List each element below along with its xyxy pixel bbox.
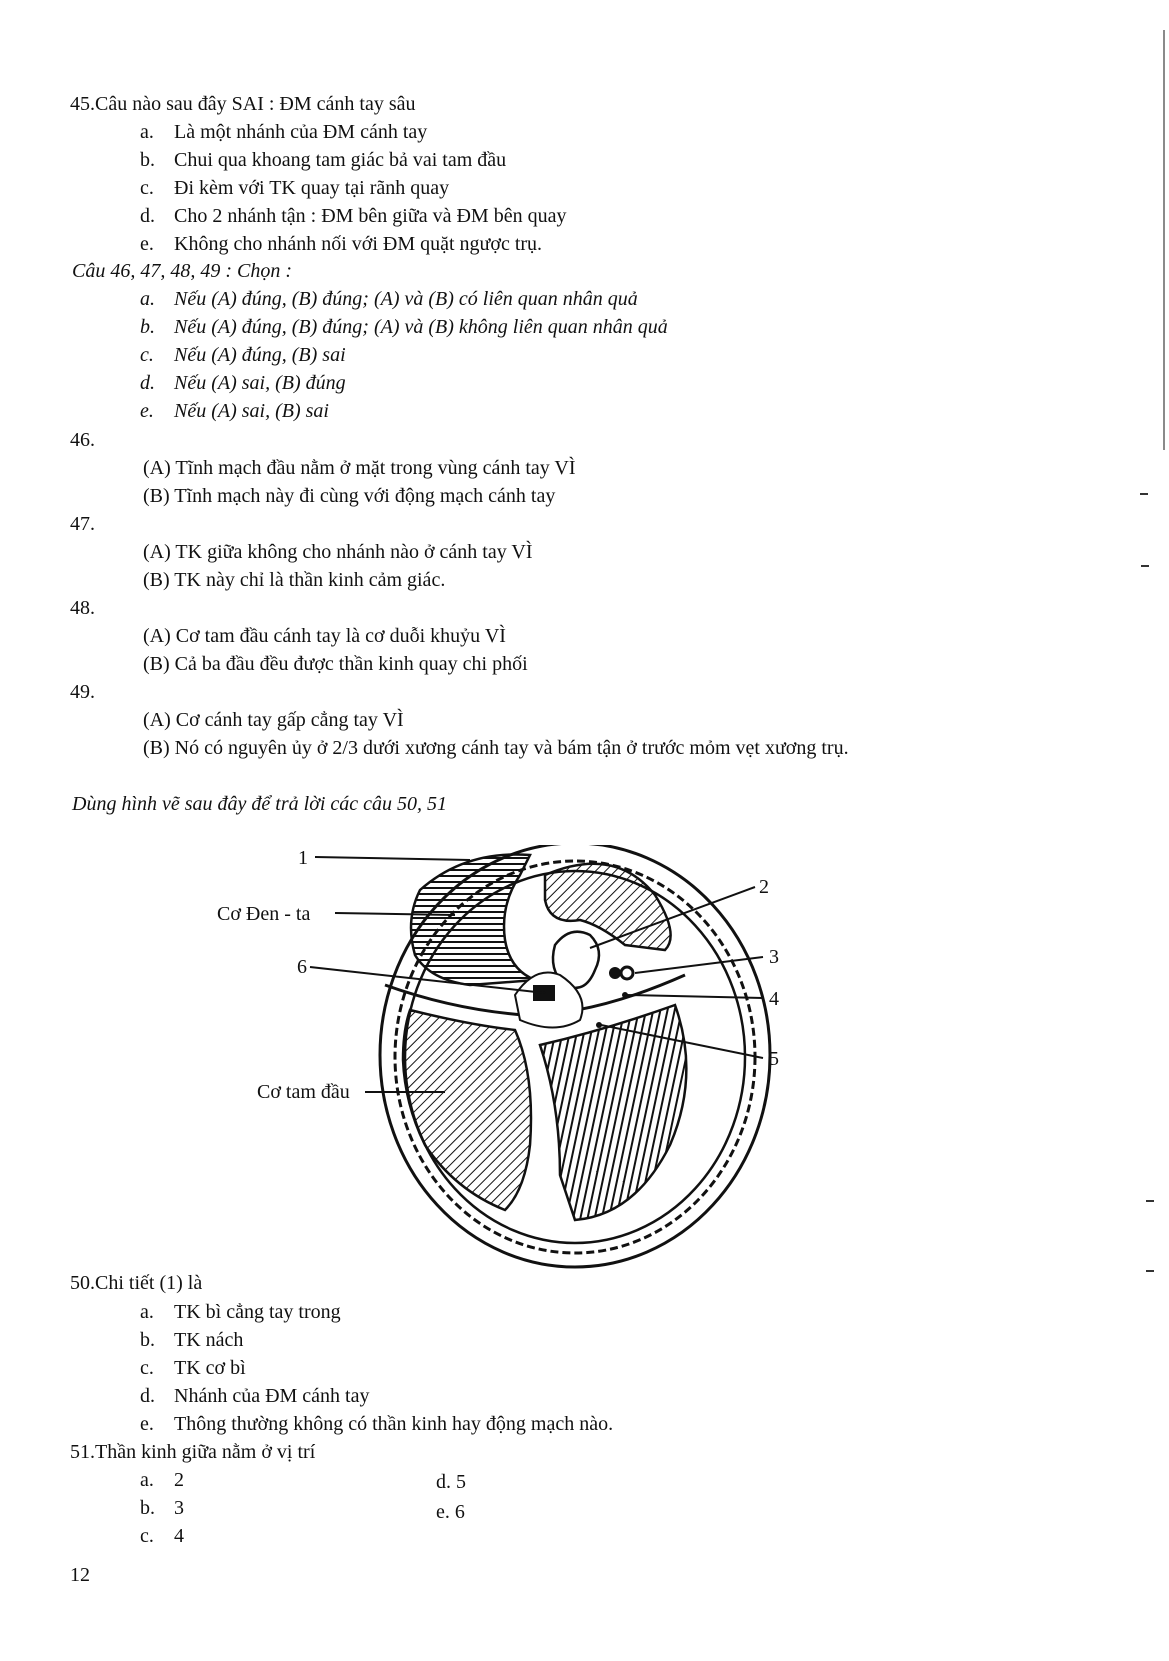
q51-option-b	[140, 1496, 184, 1520]
q46-number: 46.	[70, 429, 95, 451]
q51-option-a	[140, 1468, 184, 1492]
option-text: Chui qua khoang tam giác bả vai tam đầu	[174, 149, 507, 171]
option-text: Nếu (A) đúng, (B) đúng; (A) và (B) không liên quan nhân quả	[174, 316, 668, 338]
option-text: Đi kèm với TK quay tại rãnh quay	[174, 177, 450, 199]
vessel-3-mark	[609, 967, 621, 979]
q48-statement-b: (B) Cả ba đầu đều được thần kinh quay chi phối	[143, 653, 528, 675]
q50-option-b	[140, 1328, 243, 1352]
figure-label-6: 6	[297, 956, 307, 978]
q47-statement-a: (A) TK giữa không cho nhánh nào ở cánh tay VÌ	[143, 541, 533, 563]
q51-stem: 51.Thần kinh giữa nằm ở vị trí	[70, 1441, 316, 1463]
option-letter: a.	[140, 288, 155, 310]
q47-number: 47.	[70, 513, 95, 535]
option-letter: c.	[140, 344, 154, 366]
scan-edge	[1163, 30, 1165, 450]
q49-number: 49.	[70, 681, 95, 703]
q48-number: 48.	[70, 597, 95, 619]
scan-speck	[1140, 493, 1148, 495]
q50-option-c	[140, 1356, 246, 1380]
instruction-option-e	[140, 399, 329, 423]
q47-statement-b: (B) TK này chỉ là thần kinh cảm giác.	[143, 569, 446, 591]
option-text: 6	[454, 1501, 465, 1523]
scan-speck	[1146, 1270, 1154, 1272]
q46-statement-b: (B) Tĩnh mạch này đi cùng với động mạch cánh tay	[143, 485, 556, 507]
arm-cross-section-figure	[215, 845, 835, 1285]
instruction-stem: Câu 46, 47, 48, 49 : Chọn :	[72, 260, 292, 282]
option-text: Cho 2 nhánh tận : ĐM bên giữa và ĐM bên quay	[174, 205, 567, 227]
option-letter: b.	[140, 1329, 155, 1351]
option-text: TK bì cẳng tay trong	[174, 1301, 341, 1323]
option-letter: a.	[140, 121, 154, 143]
q48-statement-a: (A) Cơ tam đầu cánh tay là cơ duỗi khuỷu VÌ	[143, 625, 506, 647]
instruction-option-d	[140, 371, 346, 395]
option-letter: e.	[140, 400, 154, 422]
q51-option-e	[436, 1500, 465, 1524]
figure-label-4: 4	[769, 988, 779, 1010]
q50-option-a	[140, 1300, 341, 1324]
q45-option-d	[140, 204, 566, 228]
option-letter: c.	[140, 1525, 154, 1547]
q45-option-c	[140, 176, 449, 200]
option-text: Không cho nhánh nối với ĐM quặt ngược trụ.	[174, 233, 543, 255]
option-letter: d.	[140, 205, 155, 227]
option-text: 5	[456, 1471, 466, 1493]
figure-caption: Dùng hình vẽ sau đây để trả lời các câu 50, 51	[72, 793, 448, 815]
option-letter: e.	[140, 1413, 154, 1435]
q46-statement-a: (A) Tĩnh mạch đầu nằm ở mặt trong vùng cánh tay VÌ	[143, 457, 576, 479]
option-text: Nếu (A) sai, (B) sai	[174, 400, 329, 422]
option-letter: d.	[140, 1385, 155, 1407]
q51-option-d	[436, 1470, 466, 1494]
scan-speck	[1146, 1200, 1154, 1202]
leader-line-1	[315, 857, 470, 860]
figure-label-triceps: Cơ tam đầu	[257, 1081, 350, 1103]
q45-stem: 45.Câu nào sau đây SAI : ĐM cánh tay sâu	[70, 93, 416, 115]
instruction-option-a	[140, 287, 638, 311]
option-text: Nếu (A) sai, (B) đúng	[174, 372, 346, 394]
q49-statement-b: (B) Nó có nguyên ủy ở 2/3 dưới xương cánh tay và bám tận ở trước mỏm vẹt xương trụ.	[143, 737, 849, 759]
figure-label-5: 5	[769, 1048, 779, 1070]
q50-option-e	[140, 1412, 613, 1436]
option-letter: b.	[140, 1497, 155, 1519]
q45-option-b	[140, 148, 506, 172]
q50-stem: 50.Chi tiết (1) là	[70, 1272, 203, 1294]
option-text: Nếu (A) đúng, (B) sai	[174, 344, 346, 366]
option-letter: b.	[140, 149, 155, 171]
option-text: TK nách	[174, 1329, 244, 1351]
option-letter: e.	[436, 1501, 450, 1523]
q49-statement-a: (A) Cơ cánh tay gấp cẳng tay VÌ	[143, 709, 404, 731]
q45-option-a	[140, 120, 427, 144]
instruction-option-b	[140, 315, 668, 339]
option-text: Nếu (A) đúng, (B) đúng; (A) và (B) có liên quan nhân quả	[174, 288, 638, 310]
option-text: 4	[174, 1525, 184, 1547]
page-number: 12	[70, 1564, 90, 1586]
q45-option-e	[140, 232, 542, 256]
instruction-option-c	[140, 343, 346, 367]
option-letter: a.	[140, 1469, 154, 1491]
option-letter: d.	[436, 1471, 451, 1493]
figure-label-delta: Cơ Đen - ta	[217, 903, 311, 925]
scan-speck	[1141, 565, 1149, 567]
option-text: Nhánh của ĐM cánh tay	[174, 1385, 370, 1407]
option-text: Thông thường không có thần kinh hay động mạch nào.	[174, 1413, 614, 1435]
q51-option-c	[140, 1524, 184, 1548]
q50-option-d	[140, 1384, 370, 1408]
option-text: 3	[174, 1497, 184, 1519]
option-letter: c.	[140, 1357, 154, 1379]
figure-label-3: 3	[769, 946, 779, 968]
option-letter: a.	[140, 1301, 154, 1323]
option-text: 2	[174, 1469, 184, 1491]
figure-label-2: 2	[759, 876, 769, 898]
option-text: TK cơ bì	[174, 1357, 246, 1379]
figure-label-1: 1	[298, 847, 308, 869]
option-text: Là một nhánh của ĐM cánh tay	[174, 121, 428, 143]
option-letter: c.	[140, 177, 154, 199]
option-letter: d.	[140, 372, 155, 394]
option-letter: e.	[140, 233, 154, 255]
option-letter: b.	[140, 316, 155, 338]
